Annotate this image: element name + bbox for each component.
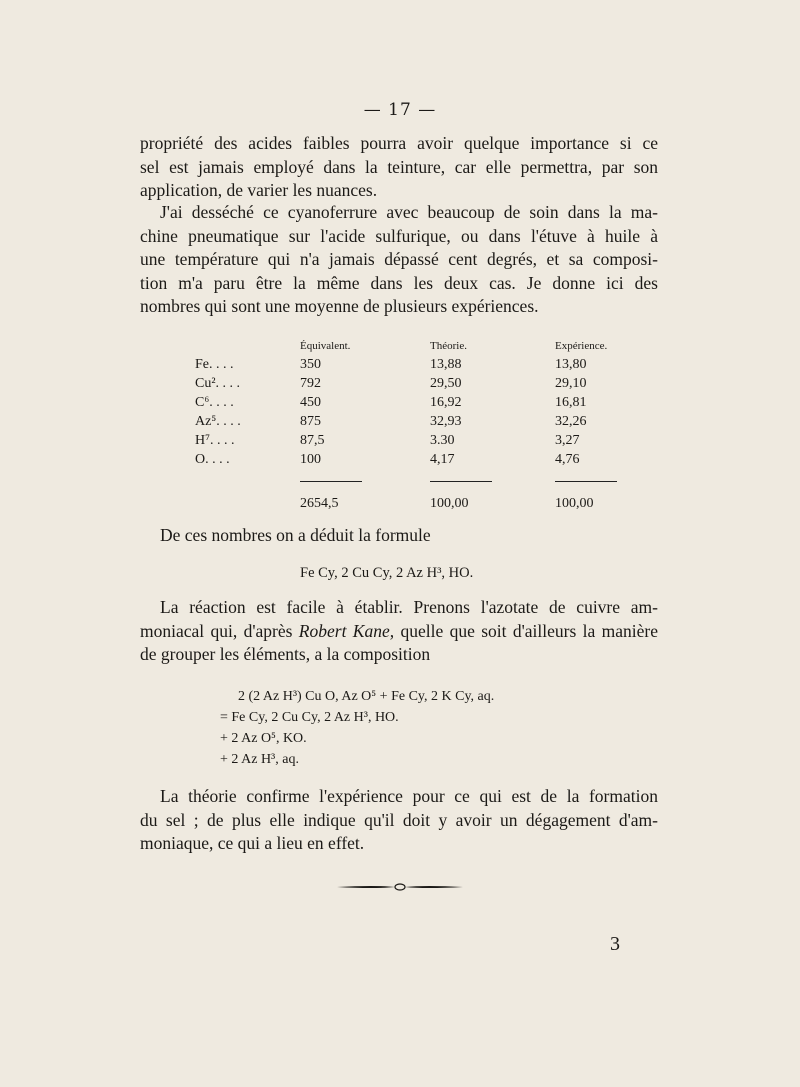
text-line: une température qui n'a jamais dépassé cent degrés, et sa composi- xyxy=(140,249,658,269)
text-line: moniaque, ce qui a lieu en effet. xyxy=(140,833,365,853)
table-cell: 16,81 xyxy=(555,394,587,410)
text-line: application, de varier les nuances. xyxy=(140,180,378,200)
text-line: nombres qui sont une moyenne de plusieurs expériences. xyxy=(140,296,539,316)
composition-table xyxy=(195,340,625,513)
table-cell: Fe. . . . xyxy=(195,356,234,372)
table-row xyxy=(195,393,625,412)
reaction-line: + 2 Az O⁵, KO. xyxy=(220,731,307,746)
text-line: La réaction est facile à établir. Prenons l'azotate de cuivre am- xyxy=(160,597,658,617)
paragraph-5 xyxy=(140,785,658,856)
table-cell: 100 xyxy=(300,451,321,467)
table-cell: 792 xyxy=(300,375,321,391)
paragraph-1 xyxy=(140,132,658,203)
table-cell: Az⁵. . . . xyxy=(195,413,241,429)
table-cell: O. . . . xyxy=(195,451,230,467)
table-row xyxy=(195,374,625,393)
text-span: quelle que soit d'ailleurs la manière xyxy=(394,620,658,641)
text-line: chine pneumatique sur l'acide sulfurique, ou dans l'étuve à huile à xyxy=(140,225,658,246)
page-number: — 17 — xyxy=(363,100,437,120)
text-line: sel est jamais employé dans la teinture, car elle permettra, par son xyxy=(140,156,658,177)
chemical-formula: Fe Cy, 2 Cu Cy, 2 Az H³, HO. xyxy=(300,565,474,581)
table-row xyxy=(195,412,625,431)
table-cell: 3,27 xyxy=(555,432,580,448)
table-cell: 29,50 xyxy=(430,375,462,391)
table-rule-row xyxy=(195,469,625,488)
table-cell: 4,17 xyxy=(430,451,455,467)
total-cell: 2654,5 xyxy=(300,495,339,511)
text-line: de grouper les éléments, a la composition xyxy=(140,644,431,664)
text-line: propriété des acides faibles pourra avoir quelque importance si ce xyxy=(140,133,658,153)
table-cell: 32,93 xyxy=(430,413,462,429)
signature-mark: 3 xyxy=(610,933,620,955)
table-cell: H⁷. . . . xyxy=(195,432,235,448)
total-cell: 100,00 xyxy=(555,495,594,511)
author-name: Robert Kane, xyxy=(298,620,395,641)
table-cell: 875 xyxy=(300,413,321,429)
table-cell: C⁶. . . . xyxy=(195,394,234,410)
text-line: J'ai desséché ce cyanoferrure avec beaucoup de soin dans la ma- xyxy=(160,202,658,222)
paragraph-2 xyxy=(140,201,658,319)
reaction-line: + 2 Az H³, aq. xyxy=(220,752,299,767)
table-row xyxy=(195,431,625,450)
table-header-row xyxy=(195,340,625,355)
paragraph-4 xyxy=(140,596,658,667)
table-cell: 29,10 xyxy=(555,375,587,391)
text-line: tion m'a paru être la même dans les deux cas. Je donne ici des xyxy=(140,272,658,293)
table-header: Expérience. xyxy=(555,340,608,352)
paragraph-3: De ces nombres on a déduit la formule xyxy=(160,525,431,545)
sum-rule xyxy=(430,481,492,482)
table-cell: 13,80 xyxy=(555,356,587,372)
table-row xyxy=(195,355,625,374)
table-cell: 13,88 xyxy=(430,356,462,372)
table-row xyxy=(195,450,625,469)
sum-rule xyxy=(555,481,617,482)
table-cell: Cu². . . . xyxy=(195,375,241,391)
ornament-divider xyxy=(335,880,465,894)
total-cell: 100,00 xyxy=(430,495,469,511)
text-line: La théorie confirme l'expérience pour ce qui est de la formation xyxy=(160,786,658,806)
reaction-line: = Fe Cy, 2 Cu Cy, 2 Az H³, HO. xyxy=(220,710,399,725)
table-header: Équivalent. xyxy=(300,340,351,352)
table-total-row xyxy=(195,488,625,513)
table-cell: 3.30 xyxy=(430,432,455,448)
table-header: Théorie. xyxy=(430,340,467,352)
text-line xyxy=(140,620,658,644)
table-header xyxy=(195,340,290,355)
table-cell: 16,92 xyxy=(430,394,462,410)
table-cell: 350 xyxy=(300,356,321,372)
table-cell: 4,76 xyxy=(555,451,580,467)
text-line: du sel ; de plus elle indique qu'il doit y avoir un dégagement d'am- xyxy=(140,809,658,830)
reaction-line: 2 (2 Az H³) Cu O, Az O⁵ + Fe Cy, 2 K Cy, aq. xyxy=(238,689,495,704)
table-cell: 32,26 xyxy=(555,413,587,429)
table-cell: 87,5 xyxy=(300,432,325,448)
sum-rule xyxy=(300,481,362,482)
table-cell: 450 xyxy=(300,394,321,410)
text-span: moniacal qui, d'après xyxy=(140,620,299,641)
